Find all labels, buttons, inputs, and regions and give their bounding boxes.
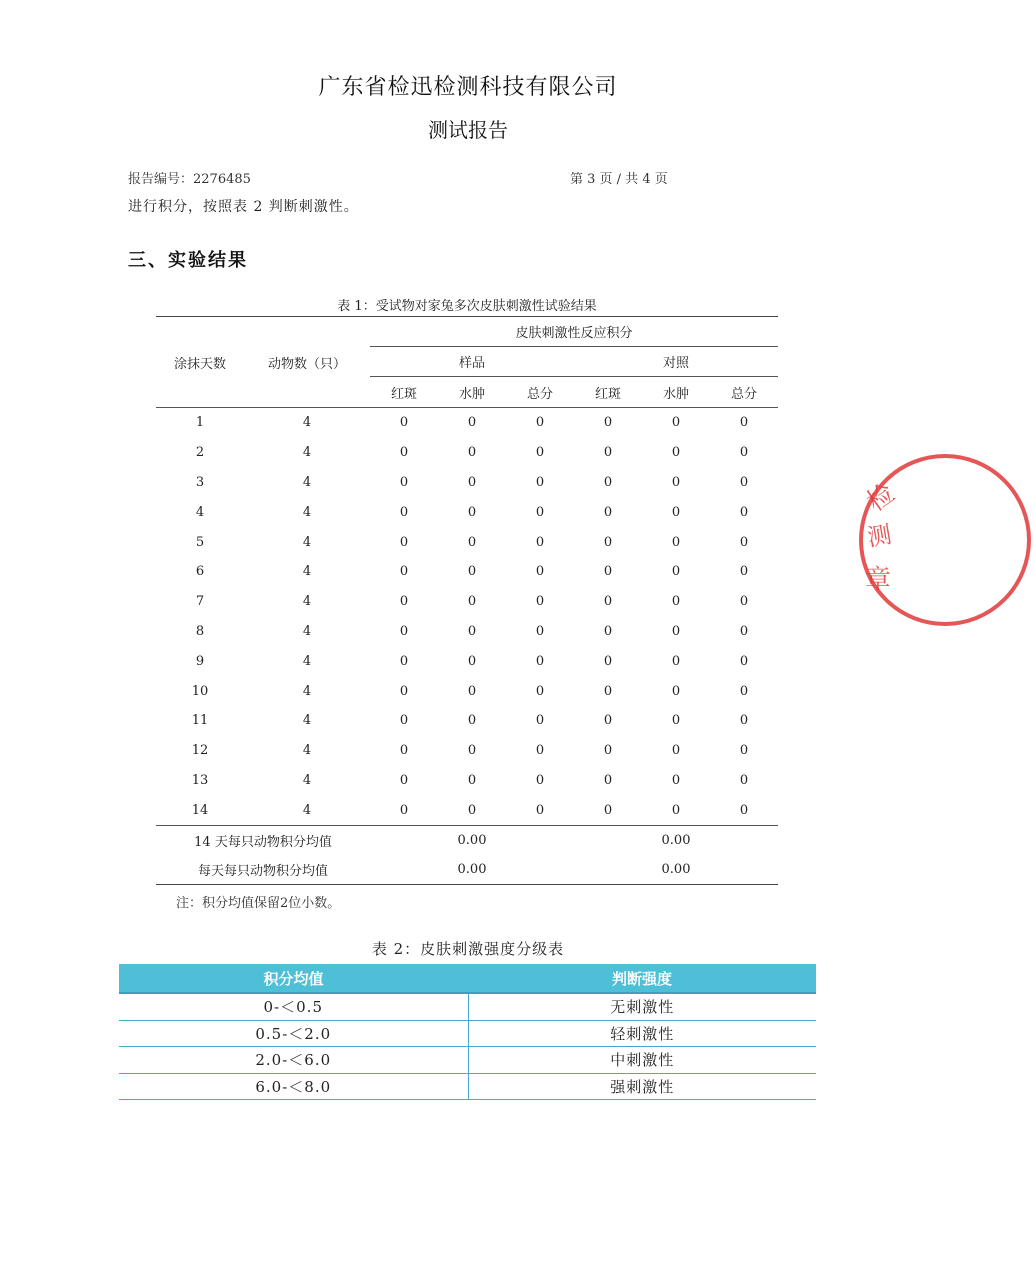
table-row bbox=[156, 408, 778, 438]
score-cell: 0 bbox=[671, 445, 681, 461]
day-cell: 5 bbox=[195, 534, 205, 550]
score-cell: 0 bbox=[603, 415, 613, 431]
group-header: 皮肤刺激性反应积分 bbox=[370, 317, 778, 347]
score-cell: 0 bbox=[467, 743, 477, 759]
section-title: 三、实验结果 bbox=[128, 250, 248, 271]
score-cell: 0 bbox=[739, 564, 749, 580]
score-cell: 0 bbox=[739, 743, 749, 759]
score-cell: 0 bbox=[467, 415, 477, 431]
score-cell: 0 bbox=[739, 623, 749, 639]
score-cell: 0 bbox=[671, 743, 681, 759]
control-header: 对照 bbox=[574, 347, 778, 377]
animal-count-cell: 4 bbox=[302, 713, 312, 729]
grading-header-level: 判断强度 bbox=[468, 964, 816, 993]
table-row bbox=[156, 706, 778, 736]
score-cell: 0 bbox=[535, 623, 545, 639]
sample-header: 样品 bbox=[370, 347, 574, 377]
score-range-cell: 0.5-＜2.0 bbox=[119, 1020, 468, 1047]
table-row bbox=[156, 617, 778, 647]
day-cell: 2 bbox=[195, 445, 205, 461]
score-cell: 0 bbox=[671, 504, 681, 520]
score-cell: 0 bbox=[603, 623, 613, 639]
intro-text: 进行积分，按照表 2 判断刺激性。 bbox=[128, 199, 359, 215]
grading-header-score: 积分均值 bbox=[119, 964, 468, 993]
score-cell: 0 bbox=[671, 564, 681, 580]
col-days-header: 涂抹天数 bbox=[156, 317, 244, 408]
score-cell: 0 bbox=[739, 713, 749, 729]
day-cell: 14 bbox=[191, 802, 209, 818]
table-row bbox=[156, 676, 778, 706]
score-cell: 0 bbox=[603, 713, 613, 729]
score-cell: 0 bbox=[603, 772, 613, 788]
score-range-cell: 0-＜0.5 bbox=[119, 993, 468, 1020]
score-cell: 0 bbox=[399, 594, 409, 610]
score-cell: 0 bbox=[603, 445, 613, 461]
irritation-level-cell: 强刺激性 bbox=[468, 1073, 816, 1100]
score-cell: 0 bbox=[535, 534, 545, 550]
score-cell: 0 bbox=[399, 653, 409, 669]
score-cell: 0 bbox=[535, 653, 545, 669]
score-cell: 0 bbox=[739, 772, 749, 788]
day-cell: 13 bbox=[191, 772, 209, 788]
score-cell: 0 bbox=[467, 594, 477, 610]
score-cell: 0 bbox=[739, 445, 749, 461]
table-row bbox=[119, 1020, 816, 1047]
score-cell: 0 bbox=[739, 415, 749, 431]
day-cell: 9 bbox=[195, 653, 205, 669]
table-row bbox=[156, 766, 778, 796]
table-row bbox=[156, 587, 778, 617]
score-cell: 0 bbox=[535, 594, 545, 610]
score-cell: 0 bbox=[739, 474, 749, 490]
score-cell: 0 bbox=[671, 772, 681, 788]
page-info: 第 3 页 / 共 4 页 bbox=[570, 172, 668, 187]
score-cell: 0 bbox=[467, 713, 477, 729]
table-row bbox=[156, 795, 778, 825]
table-row bbox=[119, 993, 816, 1020]
table2-caption: 表 2：皮肤刺激强度分级表 bbox=[371, 940, 565, 958]
animal-count-cell: 4 bbox=[302, 594, 312, 610]
score-cell: 0 bbox=[399, 743, 409, 759]
score-cell: 0 bbox=[535, 445, 545, 461]
day-cell: 11 bbox=[191, 713, 209, 729]
score-cell: 0 bbox=[535, 504, 545, 520]
score-cell: 0 bbox=[739, 683, 749, 699]
score-cell: 0 bbox=[467, 683, 477, 699]
score-cell: 0 bbox=[603, 594, 613, 610]
sub-header: 总分 bbox=[710, 377, 778, 408]
score-cell: 0 bbox=[467, 802, 477, 818]
table-row bbox=[119, 1073, 816, 1100]
score-cell: 0 bbox=[535, 683, 545, 699]
score-cell: 0 bbox=[671, 534, 681, 550]
score-cell: 0 bbox=[671, 683, 681, 699]
svg-text:章: 章 bbox=[865, 565, 892, 595]
summary-control-14day: 0.00 bbox=[574, 826, 778, 856]
score-cell: 0 bbox=[467, 653, 477, 669]
summary-sample-14day: 0.00 bbox=[370, 826, 574, 856]
score-cell: 0 bbox=[399, 564, 409, 580]
table-row bbox=[156, 468, 778, 498]
animal-count-cell: 4 bbox=[302, 564, 312, 580]
score-cell: 0 bbox=[535, 474, 545, 490]
animal-count-cell: 4 bbox=[302, 683, 312, 699]
table-row bbox=[156, 736, 778, 766]
score-cell: 0 bbox=[671, 653, 681, 669]
score-cell: 0 bbox=[671, 713, 681, 729]
table-row bbox=[156, 497, 778, 527]
score-cell: 0 bbox=[739, 534, 749, 550]
score-cell: 0 bbox=[739, 653, 749, 669]
score-cell: 0 bbox=[399, 445, 409, 461]
score-cell: 0 bbox=[739, 504, 749, 520]
animal-count-cell: 4 bbox=[302, 504, 312, 520]
sub-header: 红斑 bbox=[574, 377, 642, 408]
score-cell: 0 bbox=[535, 743, 545, 759]
score-cell: 0 bbox=[603, 564, 613, 580]
score-cell: 0 bbox=[739, 802, 749, 818]
score-cell: 0 bbox=[603, 683, 613, 699]
table1-caption: 表 1：受试物对家兔多次皮肤刺激性试验结果 bbox=[337, 299, 597, 314]
animal-count-cell: 4 bbox=[302, 415, 312, 431]
score-cell: 0 bbox=[467, 772, 477, 788]
score-cell: 0 bbox=[399, 504, 409, 520]
company-seal-stamp bbox=[855, 450, 1035, 630]
score-cell: 0 bbox=[739, 594, 749, 610]
score-cell: 0 bbox=[603, 743, 613, 759]
score-cell: 0 bbox=[467, 474, 477, 490]
score-cell: 0 bbox=[467, 564, 477, 580]
score-cell: 0 bbox=[399, 802, 409, 818]
sub-header: 水肿 bbox=[642, 377, 710, 408]
score-cell: 0 bbox=[467, 534, 477, 550]
score-cell: 0 bbox=[467, 504, 477, 520]
table-row bbox=[156, 557, 778, 587]
score-cell: 0 bbox=[535, 564, 545, 580]
score-cell: 0 bbox=[603, 802, 613, 818]
animal-count-cell: 4 bbox=[302, 623, 312, 639]
score-cell: 0 bbox=[671, 623, 681, 639]
score-cell: 0 bbox=[603, 504, 613, 520]
day-cell: 10 bbox=[191, 683, 209, 699]
score-cell: 0 bbox=[603, 474, 613, 490]
summary-control-daily: 0.00 bbox=[574, 855, 778, 885]
score-range-cell: 2.0-＜6.0 bbox=[119, 1047, 468, 1074]
day-cell: 4 bbox=[195, 504, 205, 520]
score-cell: 0 bbox=[535, 802, 545, 818]
animal-count-cell: 4 bbox=[302, 474, 312, 490]
score-cell: 0 bbox=[535, 713, 545, 729]
table-row bbox=[156, 646, 778, 676]
sub-header: 水肿 bbox=[438, 377, 506, 408]
table-row bbox=[156, 527, 778, 557]
score-cell: 0 bbox=[671, 415, 681, 431]
score-cell: 0 bbox=[399, 772, 409, 788]
score-cell: 0 bbox=[671, 594, 681, 610]
company-title: 广东省检迅检测科技有限公司 bbox=[318, 75, 618, 100]
animal-count-cell: 4 bbox=[302, 445, 312, 461]
sub-header: 红斑 bbox=[370, 377, 438, 408]
irritation-results-table bbox=[156, 316, 778, 885]
svg-text:测: 测 bbox=[865, 520, 894, 552]
animal-count-cell: 4 bbox=[302, 802, 312, 818]
table-row bbox=[119, 1047, 816, 1074]
score-cell: 0 bbox=[399, 474, 409, 490]
animal-count-cell: 4 bbox=[302, 743, 312, 759]
sub-header: 总分 bbox=[506, 377, 574, 408]
table-row bbox=[156, 438, 778, 468]
score-cell: 0 bbox=[535, 772, 545, 788]
score-cell: 0 bbox=[671, 802, 681, 818]
score-cell: 0 bbox=[535, 415, 545, 431]
irritation-level-cell: 中刺激性 bbox=[468, 1047, 816, 1074]
day-cell: 12 bbox=[191, 743, 209, 759]
document-title: 测试报告 bbox=[428, 118, 508, 142]
irritation-grading-table bbox=[119, 964, 816, 1100]
summary-label-daily: 每天每只动物积分均值 bbox=[156, 855, 370, 885]
day-cell: 6 bbox=[195, 564, 205, 580]
svg-text:检: 检 bbox=[861, 478, 901, 518]
table1-note: 注：积分均值保留2位小数。 bbox=[176, 896, 341, 911]
report-number: 报告编号：2276485 bbox=[128, 172, 251, 187]
score-cell: 0 bbox=[467, 445, 477, 461]
score-cell: 0 bbox=[603, 653, 613, 669]
score-cell: 0 bbox=[671, 474, 681, 490]
score-range-cell: 6.0-＜8.0 bbox=[119, 1073, 468, 1100]
day-cell: 3 bbox=[195, 474, 205, 490]
day-cell: 1 bbox=[195, 415, 205, 431]
day-cell: 8 bbox=[195, 623, 205, 639]
score-cell: 0 bbox=[399, 534, 409, 550]
animal-count-cell: 4 bbox=[302, 653, 312, 669]
score-cell: 0 bbox=[399, 415, 409, 431]
col-animals-header: 动物数（只） bbox=[244, 317, 370, 408]
score-cell: 0 bbox=[399, 713, 409, 729]
score-cell: 0 bbox=[603, 534, 613, 550]
score-cell: 0 bbox=[399, 683, 409, 699]
summary-sample-daily: 0.00 bbox=[370, 855, 574, 885]
irritation-level-cell: 无刺激性 bbox=[468, 993, 816, 1020]
score-cell: 0 bbox=[399, 623, 409, 639]
animal-count-cell: 4 bbox=[302, 772, 312, 788]
day-cell: 7 bbox=[195, 594, 205, 610]
summary-label-14day: 14 天每只动物积分均值 bbox=[156, 826, 370, 856]
irritation-level-cell: 轻刺激性 bbox=[468, 1020, 816, 1047]
score-cell: 0 bbox=[467, 623, 477, 639]
animal-count-cell: 4 bbox=[302, 534, 312, 550]
